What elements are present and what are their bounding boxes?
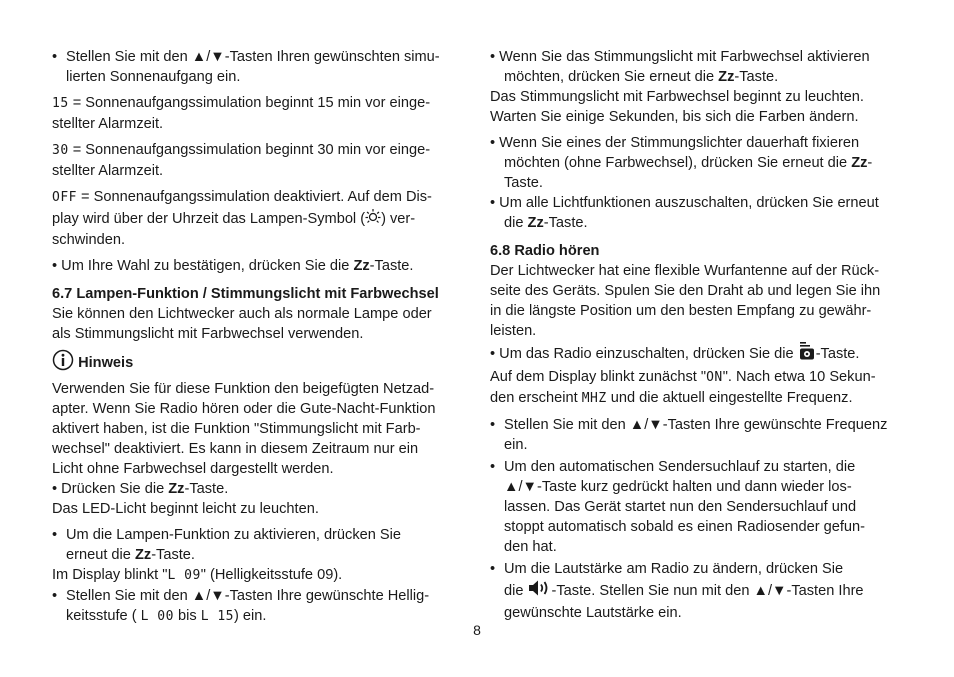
bullet-search: • Um den automatischen Sendersuchlauf zu starten, die ▲/▼-Taste kurz gedrückt halten und dann wieder los- lassen. Das Gerät startet nun den Sendersuchlauf und stoppt automatisch sobald es einen Radiosender gefun- den hat.: [490, 457, 904, 557]
section-6-7-intro: Sie können den Lichtwecker auch als normale Lampe oder als Stimmungslicht mit Farbwechsel verwenden.: [52, 306, 432, 342]
option-off: OFF = Sonnenaufgangssimulation deaktiviert. Auf dem Dis- play wird über der Uhrzeit das Lampen-Symbol ( ) ver- schwinden.: [52, 189, 432, 248]
radio-icon: [798, 341, 816, 367]
radio-intro: Der Lichtwecker hat eine flexible Wurfantenne auf der Rück- seite des Geräts. Spulen Sie den Draht ab und legen Sie ihn in die längste Position um den besten Empfang zu gewähr- leisten.: [490, 263, 881, 339]
bullet-lamp: • Um die Lampen-Funktion zu aktivieren, drücken Sie erneut die Zz-Taste.: [52, 525, 460, 565]
up-down-arrows-icon: ▲/▼: [504, 479, 537, 495]
led-text: Das LED-Licht beginnt leicht zu leuchten.: [52, 501, 319, 517]
radio-on: • Um das Radio einzuschalten, drücken Sie die -Taste. Auf dem Display blinkt zunächst "ON". Nach etwa 10 Sekun- den erscheint MHZ und die aktuell eingestellte Frequenz.: [490, 341, 904, 409]
confirm-text: • Um Ihre Wahl zu bestätigen, drücken Sie die Zz-Taste.: [52, 258, 414, 274]
up-down-arrows-icon: ▲/▼: [753, 582, 787, 599]
option-30: 30 = Sonnenaufgangssimulation beginnt 30 min vor einge- stellter Alarmzeit.: [52, 142, 431, 179]
lamp-icon: [365, 208, 381, 230]
right-column: [490, 47, 904, 623]
fix-light: • Wenn Sie eines der Stimmungslichter dauerhaft fixieren möchten (ohne Farbwechsel), drücken Sie erneut die Zz- Taste.: [490, 135, 873, 191]
up-down-arrows-icon: ▲/▼: [629, 417, 663, 433]
section-heading-6-8: 6.8 Radio hören: [490, 243, 600, 259]
page-number: 8: [473, 622, 481, 638]
bullet-brightness: • Stellen Sie mit den ▲/▼-Tasten Ihre gewünschte Hellig- keitsstufe ( L 00 bis L 15) ein.: [52, 586, 460, 627]
bullet-sunrise: • Stellen Sie mit den ▲/▼-Tasten Ihren gewünschten simu- lierten Sonnenaufgang ein.: [52, 47, 460, 87]
color-change-activate: • Wenn Sie das Stimmungslicht mit Farbwechsel aktivieren möchten, drücken Sie erneut die Zz-Taste.: [490, 49, 870, 85]
info-icon: [52, 349, 74, 377]
hinweis-heading: Hinweis: [52, 349, 460, 377]
volume-icon: [528, 579, 552, 603]
bullet-frequency: • Stellen Sie mit den ▲/▼-Tasten Ihre gewünschte Frequenz ein.: [490, 415, 904, 455]
press-zz: • Drücken Sie die Zz-Taste.: [52, 481, 229, 497]
lights-off: • Um alle Lichtfunktionen auszuschalten, drücken Sie erneut die Zz-Taste.: [490, 195, 879, 231]
color-change-text: Das Stimmungslicht mit Farbwechsel beginnt zu leuchten. Warten Sie einige Sekunden, bis sich die Farben ändern.: [490, 89, 864, 125]
left-column: [52, 47, 460, 627]
bullet-volume: • Um die Lautstärke am Radio zu ändern, drücken Sie die -Taste. Stellen Sie nun mit den ▲/▼-Tasten Ihre gewünschte Lautstärke ein.: [490, 559, 904, 623]
option-15: 15 = Sonnenaufgangssimulation beginnt 15 min vor einge- stellter Alarmzeit.: [52, 95, 431, 132]
up-down-arrows-icon: ▲/▼: [191, 49, 225, 65]
up-down-arrows-icon: ▲/▼: [191, 588, 225, 604]
display-blinks: Im Display blinkt "L 09" (Helligkeitsstufe 09).: [52, 567, 343, 583]
hinweis-text: Verwenden Sie für diese Funktion den beigefügten Netzad- apter. Wenn Sie Radio hören oder die Gute-Nacht-Funktion aktivert haben, ist die Funktion "Stimmungslicht mit Farb- wechsel" deaktiviert. Es kann in diesem Zeitraum nur ein Licht ohne Farbwechsel dargestellt werden.: [52, 381, 436, 477]
section-heading-6-7: 6.7 Lampen-Funktion / Stimmungslicht mit Farbwechsel: [52, 286, 439, 302]
